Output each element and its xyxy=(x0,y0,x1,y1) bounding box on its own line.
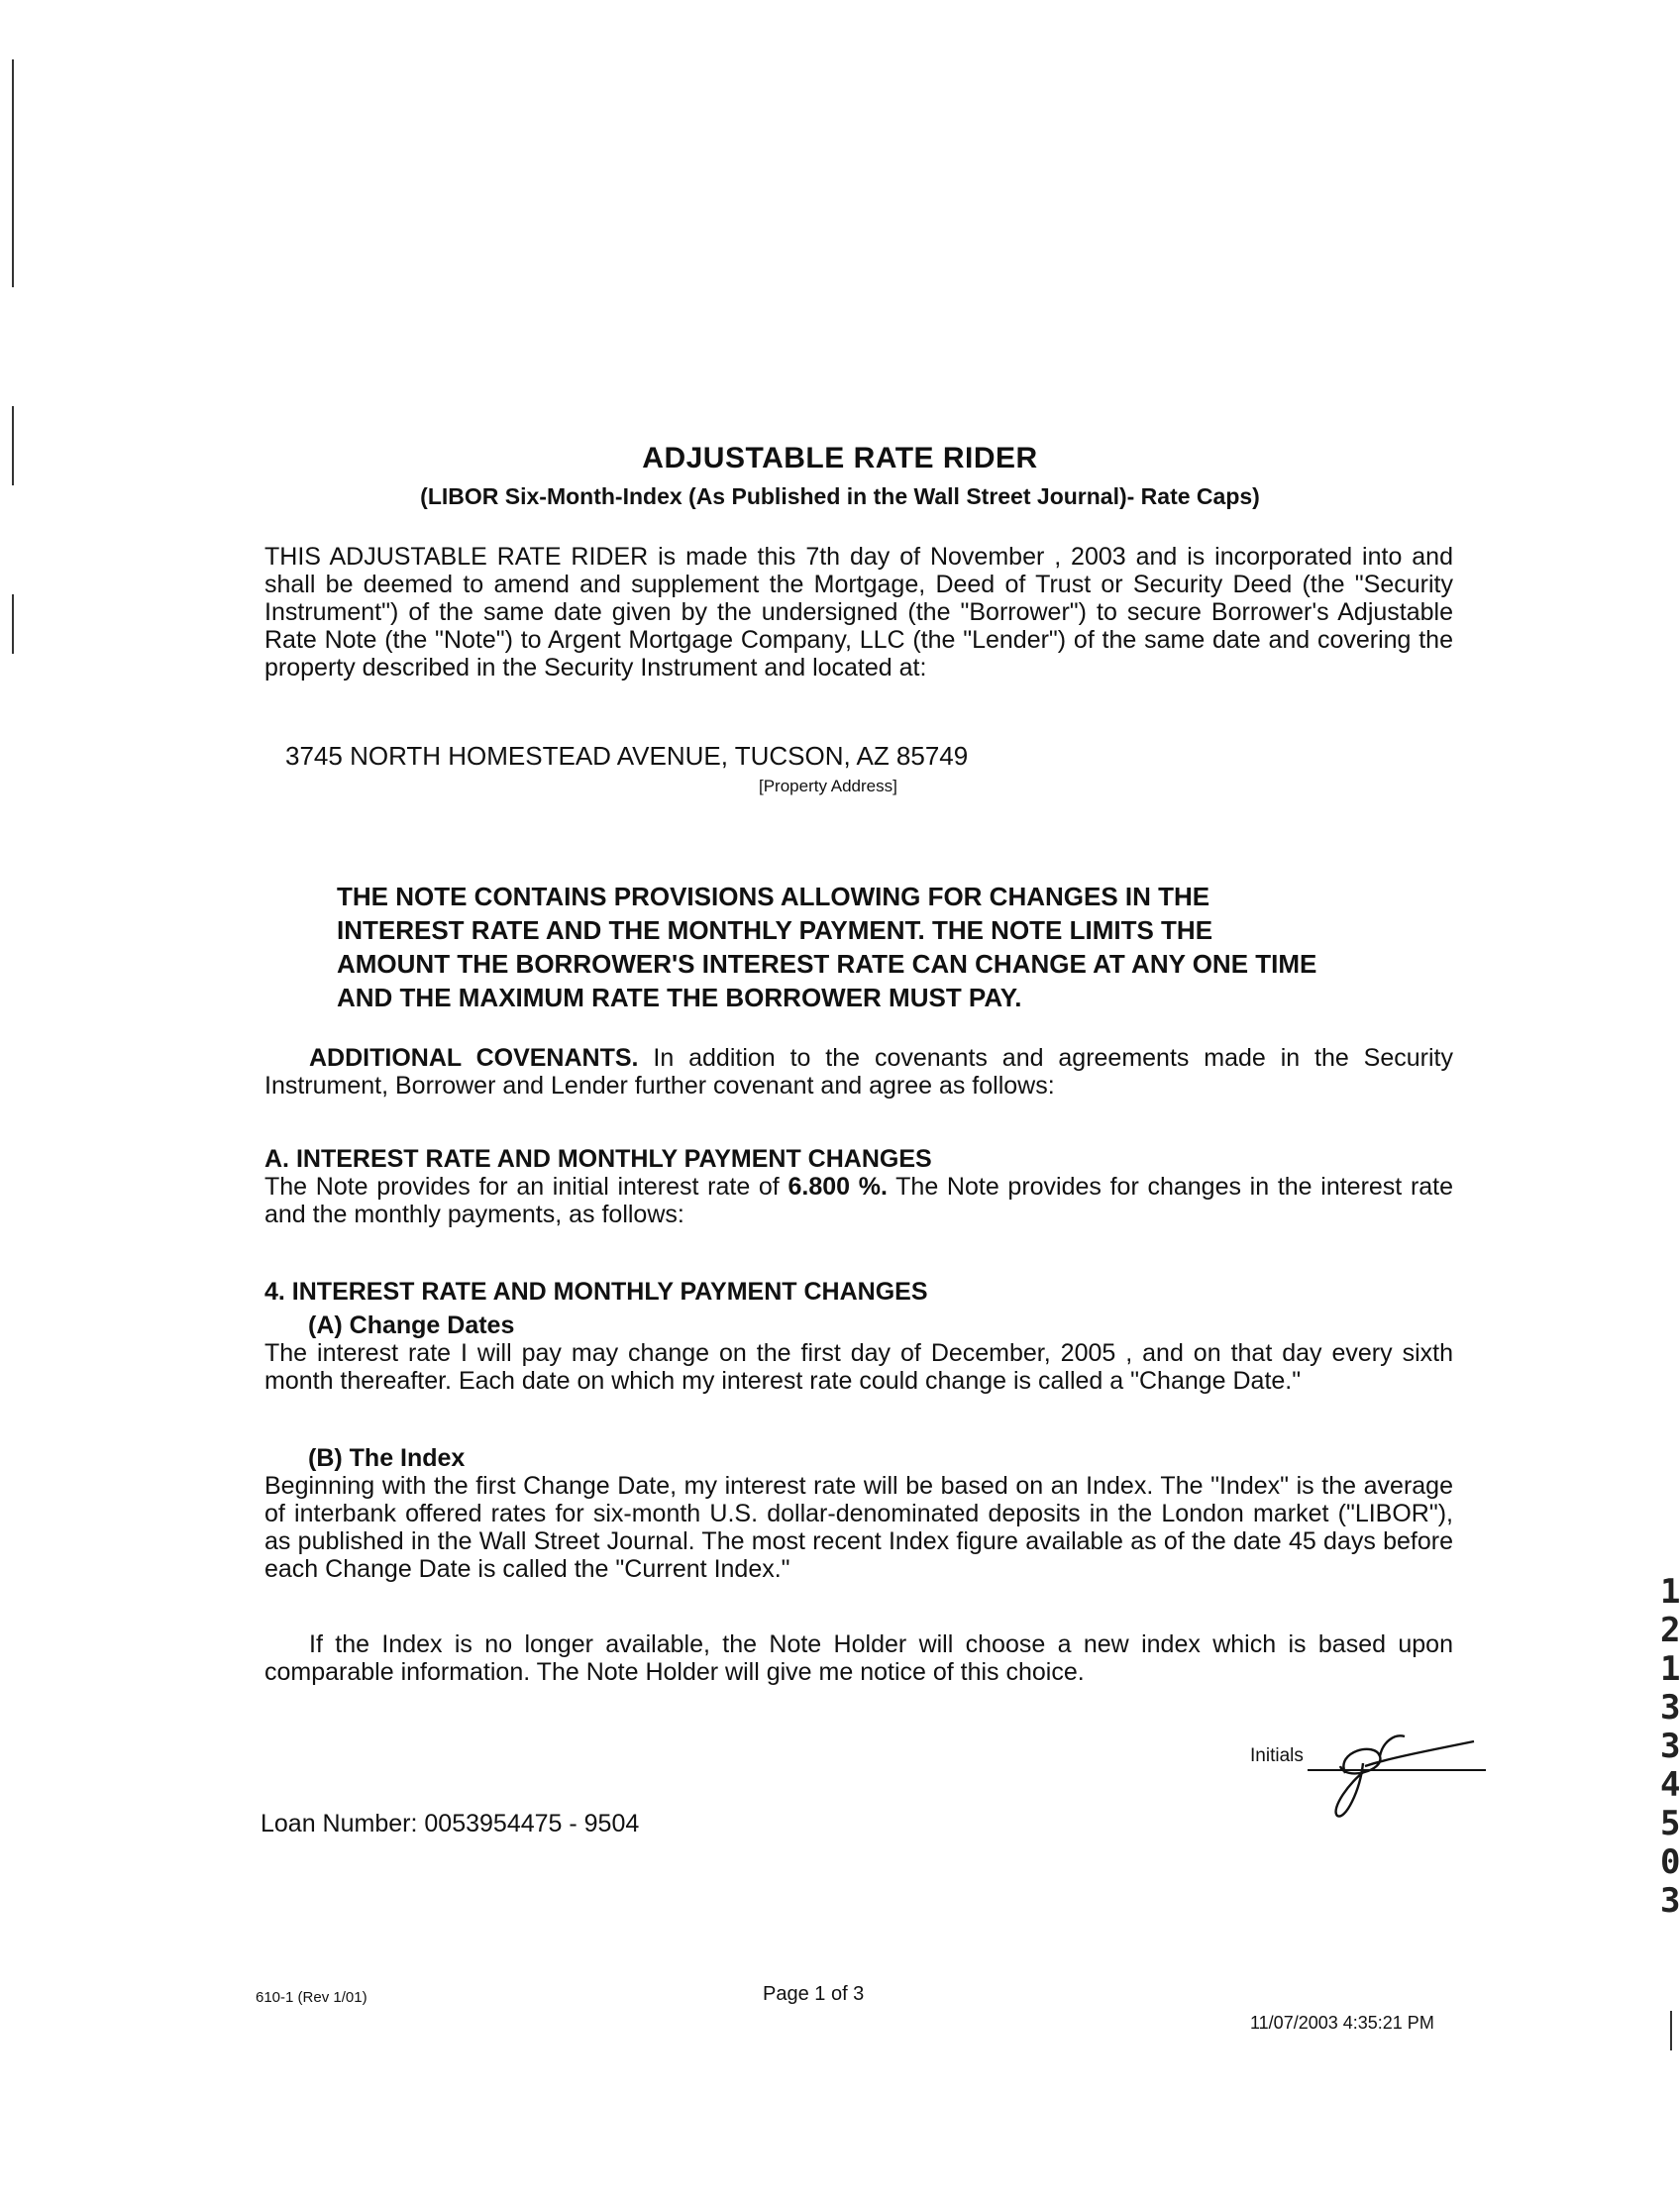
bates-digit: 1 xyxy=(1660,1649,1680,1689)
change-dates-text: The interest rate I will pay may change on the first day of December, 2005 , and on that day every sixth month thereafter. Each date on which my interest rate could change is called a "Change Date." xyxy=(264,1339,1453,1395)
additional-covenants xyxy=(264,1044,1453,1100)
section-4-heading: 4. INTEREST RATE AND MONTHLY PAYMENT CHANGES xyxy=(264,1278,928,1306)
form-id: 610-1 (Rev 1/01) xyxy=(256,1989,368,2006)
covenants-lead: ADDITIONAL COVENANTS. xyxy=(309,1044,639,1072)
scan-mark xyxy=(1670,2011,1672,2050)
section-a-text xyxy=(264,1173,1453,1228)
change-dates-title: (A) Change Dates xyxy=(308,1311,515,1339)
loan-number-label: Loan Number: xyxy=(261,1810,418,1837)
page-number: Page 1 of 3 xyxy=(763,1983,865,2005)
bates-digit: 3 xyxy=(1660,1688,1680,1728)
initial-rate-text: The Note provides for an initial interest rate of xyxy=(264,1173,780,1201)
property-address: 3745 NORTH HOMESTEAD AVENUE, TUCSON, AZ 85749 xyxy=(285,741,969,771)
initials-label: Initials xyxy=(1250,1745,1304,1766)
section-a-heading: A. INTEREST RATE AND MONTHLY PAYMENT CHANGES xyxy=(264,1145,932,1173)
initial-rate: 6.800 %. xyxy=(788,1173,888,1201)
property-address-label: [Property Address] xyxy=(759,777,897,795)
index-unavailable-text: If the Index is no longer available, the Note Holder will choose a new index which is based upon comparable information. The Note Holder will give me notice of this choice. xyxy=(264,1630,1453,1686)
loan-number-value: 0053954475 - 9504 xyxy=(424,1810,640,1837)
covenants-text: In addition to the covenants and agreements made in the Security Instrument, Borrower and Lender further covenant and agree as follows: xyxy=(264,1044,1453,1100)
loan-number xyxy=(261,1810,639,1838)
initials-signature xyxy=(1306,1712,1484,1831)
bates-digit: 3 xyxy=(1660,1727,1680,1766)
bates-digit: 5 xyxy=(1660,1804,1680,1843)
document-title: ADJUSTABLE RATE RIDER xyxy=(642,442,1038,474)
index-text: Beginning with the first Change Date, my interest rate will be based on an Index. The "Index" is the average of interbank offered rates for six-month U.S. dollar-denominated deposits in the London market ("LIBOR"), as published in the Wall Street Journal. The most recent Index figure available as of the date 45 days before each Change Date is called the "Current Index." xyxy=(264,1472,1453,1583)
scan-mark xyxy=(12,594,14,654)
bates-digit: 3 xyxy=(1660,1881,1680,1921)
fax-timestamp: 11/07/2003 4:35:21 PM xyxy=(1250,2013,1434,2033)
bates-digit: 2 xyxy=(1660,1611,1680,1650)
bates-digit: 0 xyxy=(1660,1842,1680,1882)
bates-stamp xyxy=(1660,1573,1680,1921)
document-subtitle: (LIBOR Six-Month-Index (As Published in the Wall Street Journal)- Rate Caps) xyxy=(420,483,1260,509)
scan-mark xyxy=(12,59,14,287)
rate-changes-text: The Note provides for changes in the interest rate and the monthly payments, as follows: xyxy=(264,1173,1454,1228)
rate-change-notice: THE NOTE CONTAINS PROVISIONS ALLOWING FOR CHANGES IN THE INTEREST RATE AND THE MONTHLY PAYMENT. THE NOTE LIMITS THE AMOUNT THE BORROWER'S INTEREST RATE CAN CHANGE AT ANY ONE TIME AND THE MAXIMUM RATE THE BORROWER MUST PAY. xyxy=(337,882,1317,1012)
index-title: (B) The Index xyxy=(308,1444,466,1472)
bates-digit: 4 xyxy=(1660,1765,1680,1805)
intro-paragraph: THIS ADJUSTABLE RATE RIDER is made this 7th day of November , 2003 and is incorporated into and shall be deemed to amend and supplement the Mortgage, Deed of Trust or Security Deed (the "Security Instrument") of the same date given by the undersigned (the "Borrower") to secure Borrower's Adjustable Rate Note (the "Note") to Argent Mortgage Company, LLC (the "Lender") of the same date and covering the property described in the Security Instrument and located at: xyxy=(264,543,1453,682)
bates-digit: 1 xyxy=(1660,1572,1680,1612)
